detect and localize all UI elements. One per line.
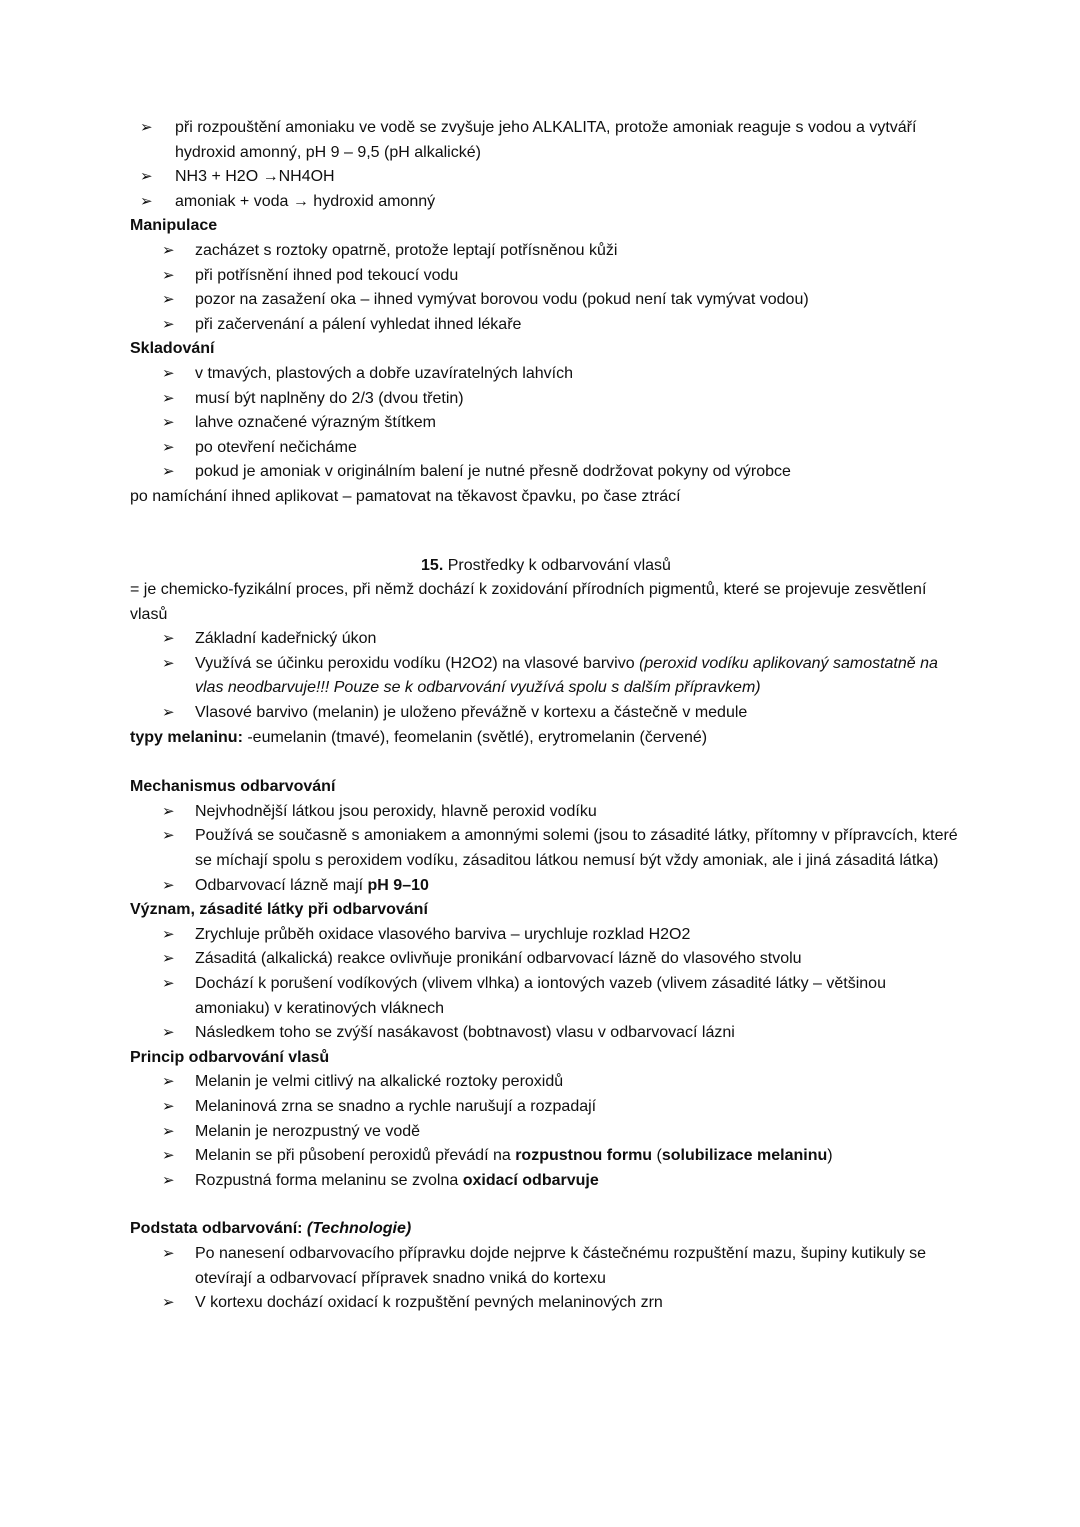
bullet-text [195,652,962,701]
text-segment: pokud je amoniak v originálním balení je nutné přesně dodržovat pokyny od výrobce [195,463,791,481]
text-segment: Vlasové barvivo (melanin) je uloženo převážně v kortexu a částečně v medule [195,704,748,722]
arrowhead-bullet-icon: ➢ [162,266,175,284]
text-segment: Princip odbarvování vlasů [130,1048,330,1066]
bullet-text [195,436,962,461]
bullet-item [130,701,962,726]
text-segment: Zrychluje průběh oxidace vlasového barviva – urychluje rozklad H2O2 [195,925,691,943]
text-segment: V kortexu dochází oxidací k rozpuštění pevných melaninových zrn [195,1294,663,1312]
bullet-text [195,1291,962,1316]
text-segment: Prostředky k odbarvování vlasů [443,556,671,574]
arrowhead-bullet-icon: ➢ [162,414,175,432]
bullet-text [195,972,962,1021]
bullet-item [130,627,962,652]
bullet-item [130,923,962,948]
text-segment: Podstata odbarvování: [130,1220,307,1238]
bullet-item [130,800,962,825]
arrowhead-bullet-icon: ➢ [162,1171,175,1189]
bullet-item [130,116,962,165]
text-segment: pH 9–10 [367,876,429,894]
arrowhead-bullet-icon: ➢ [162,975,175,992]
text-segment: solubilizace melaninu [661,1147,828,1165]
bullet-item [130,190,962,215]
bullet-item [130,436,962,461]
text-segment: Následkem toho se zvýší nasákavost (bobtnavost) vlasu v odbarvovací lázni [195,1024,735,1042]
section-heading [130,1046,962,1071]
bullet-item [130,288,962,313]
bullet-item [130,1169,962,1194]
arrowhead-bullet-icon: ➢ [162,364,175,382]
bullet-text [195,1070,962,1095]
arrowhead-bullet-icon: ➢ [140,192,153,210]
bullet-text [195,1144,962,1169]
bullet-text [195,1169,962,1194]
arrowhead-bullet-icon: ➢ [162,291,175,309]
text-segment: Význam, zásadité látky při odbarvování [130,901,428,919]
bullet-text [195,288,962,313]
text-segment: Melaninová zrna se snadno a rychle narušují a rozpadají [195,1097,597,1115]
bullet-text [195,264,962,289]
bullet-item [130,1120,962,1145]
bullet-item [130,1144,962,1169]
bullet-item [130,1291,962,1316]
text-segment: oxidací odbarvuje [462,1171,599,1189]
text-segment: po otevření nečicháme [195,438,357,456]
text-segment: Skladování [130,340,215,358]
arrowhead-bullet-icon: ➢ [140,119,153,136]
text-segment: Rozpustná forma melaninu se zvolna [195,1171,463,1189]
text-segment: NH3 + H2O →NH4OH [175,168,335,186]
numbered-chapter-title [130,554,962,579]
text-segment: 15. [421,556,444,574]
text-segment: Využívá se účinku peroxidu vodíku (H2O2) na vlasové barvivo [195,654,640,672]
bullet-text [195,1242,962,1291]
bullet-text [195,387,962,412]
arrowhead-bullet-icon: ➢ [140,168,153,186]
text-segment: při rozpouštění amoniaku ve vodě se zvyšuje jeho ALKALITA, protože amoniak reaguje s vodou a vytváří hydroxid amonný, pH 9 – 9,5 (pH alkalické) [175,119,917,161]
text-segment: Melanin je nerozpustný ve vodě [195,1122,421,1140]
bullet-text [175,190,962,215]
text-segment: při potřísnění ihned pod tekoucí vodu [195,266,459,284]
bullet-text [195,800,962,825]
text-segment: Melanin se při působení peroxidů převádí na [195,1147,516,1165]
bullet-item [130,165,962,190]
vertical-spacer [130,750,962,775]
text-segment: (Technologie) [306,1220,412,1238]
vertical-spacer [130,1193,962,1217]
text-segment: Nejvhodnější látkou jsou peroxidy, hlavně peroxid vodíku [195,802,597,820]
bullet-text [195,824,962,873]
bullet-text [195,923,962,948]
text-segment: zacházet s roztoky opatrně, protože leptají potřísněnou kůži [195,241,618,259]
bullet-text [195,874,962,899]
text-segment: Mechanismus odbarvování [130,778,336,796]
text-segment: ( [652,1147,662,1165]
bullet-text [195,947,962,972]
text-segment: v tmavých, plastových a dobře uzavíratelných lahvích [195,364,573,382]
bullet-text [175,165,962,190]
bullet-item [130,1070,962,1095]
bullet-item [130,1242,962,1291]
arrowhead-bullet-icon: ➢ [162,1073,175,1091]
text-segment: Dochází k porušení vodíkových (vlivem vlhka) a iontových vazeb (vlivem zásadité látky – většinou amoniaku) v keratinových vláknech [195,975,886,1017]
bullet-text [195,1120,962,1145]
section-heading [130,775,962,800]
text-segment: -eumelanin (tmavé), feomelanin (světlé), erytromelanin (červené) [242,728,708,746]
arrowhead-bullet-icon: ➢ [162,1147,175,1165]
paragraph [130,726,962,751]
arrowhead-bullet-icon: ➢ [162,827,175,845]
arrowhead-bullet-icon: ➢ [162,1244,175,1262]
text-segment: při začervenání a pálení vyhledat ihned lékaře [195,315,522,333]
bullet-text [175,116,962,165]
vertical-spacer [130,510,962,554]
arrowhead-bullet-icon: ➢ [162,925,175,943]
text-segment: Odbarvovací lázně mají [195,876,368,894]
bullet-item [130,874,962,899]
text-segment: Zásaditá (alkalická) reakce ovlivňuje pronikání odbarvovací lázně do vlasového stvolu [195,950,802,968]
arrowhead-bullet-icon: ➢ [162,950,175,968]
bullet-text [195,362,962,387]
bullet-text [195,701,962,726]
text-segment: Manipulace [130,217,218,235]
bullet-text [195,627,962,652]
bullet-text [195,239,962,264]
text-segment: Používá se současně s amoniakem a amonnými solemi (jsou to zásadité látky, přítomny v přípravcích, které se míchají spolu s peroxidem vodíku, zásaditou látkou nemusí být vždy amoniak, ale i jiná zásaditá látka) [195,827,958,870]
arrowhead-bullet-icon: ➢ [162,654,175,672]
paragraph [130,485,962,510]
arrowhead-bullet-icon: ➢ [162,802,175,820]
text-segment: po namíchání ihned aplikovat – pamatovat na těkavost čpavku, po čase ztrácí [130,487,681,505]
bullet-item [130,1095,962,1120]
text-segment: amoniak + voda → hydroxid amonný [175,192,436,210]
section-heading [130,337,962,362]
bullet-item [130,947,962,972]
section-heading [130,214,962,239]
bullet-item [130,460,962,485]
arrowhead-bullet-icon: ➢ [162,463,175,481]
bullet-item [130,972,962,1021]
text-segment: (peroxid vodíku aplikovaný samostatně na vlas neodbarvuje!!! Pouze se k odbarvování využívá spolu s dalším přípravkem) [195,654,938,697]
text-segment: ) [827,1147,833,1165]
arrowhead-bullet-icon: ➢ [162,389,175,407]
text-segment: = je chemicko-fyzikální proces, při němž dochází k zoxidování přírodních pigmentů, které se projevuje zesvětlení vlasů [130,581,927,623]
section-heading [130,1217,962,1242]
arrowhead-bullet-icon: ➢ [162,241,175,259]
bullet-item [130,824,962,873]
arrowhead-bullet-icon: ➢ [162,438,175,456]
bullet-item [130,387,962,412]
paragraph [130,578,962,627]
bullet-text [195,411,962,436]
bullet-text [195,1021,962,1046]
text-segment: pozor na zasažení oka – ihned vymývat borovou vodu (pokud není tak vymývat vodou) [195,291,809,309]
section-heading [130,898,962,923]
bullet-text [195,1095,962,1120]
text-segment: musí být naplněny do 2/3 (dvou třetin) [195,389,464,407]
bullet-item [130,1021,962,1046]
arrowhead-bullet-icon: ➢ [162,704,175,722]
bullet-item [130,652,962,701]
arrowhead-bullet-icon: ➢ [162,1294,175,1312]
bullet-item [130,313,962,338]
text-segment: lahve označené výrazným štítkem [195,414,436,432]
bullet-item [130,239,962,264]
text-segment: Základní kadeřnický úkon [195,630,377,648]
arrowhead-bullet-icon: ➢ [162,1097,175,1115]
text-segment: rozpustnou formu [515,1147,653,1165]
text-segment: typy melaninu: [130,728,243,746]
text-segment: Melanin je velmi citlivý na alkalické roztoky peroxidů [195,1073,564,1091]
bullet-item [130,411,962,436]
bullet-text [195,460,962,485]
arrowhead-bullet-icon: ➢ [162,315,175,333]
arrowhead-bullet-icon: ➢ [162,630,175,648]
text-segment: Po nanesení odbarvovacího přípravku dojde nejprve k částečnému rozpuštění mazu, šupiny kutikuly se otevírají a odbarvovací přípravek snadno vniká do kortexu [195,1244,927,1287]
bullet-text [195,313,962,338]
arrowhead-bullet-icon: ➢ [162,1122,175,1140]
bullet-item [130,264,962,289]
bullet-item [130,362,962,387]
arrowhead-bullet-icon: ➢ [162,876,175,894]
arrowhead-bullet-icon: ➢ [162,1024,175,1042]
